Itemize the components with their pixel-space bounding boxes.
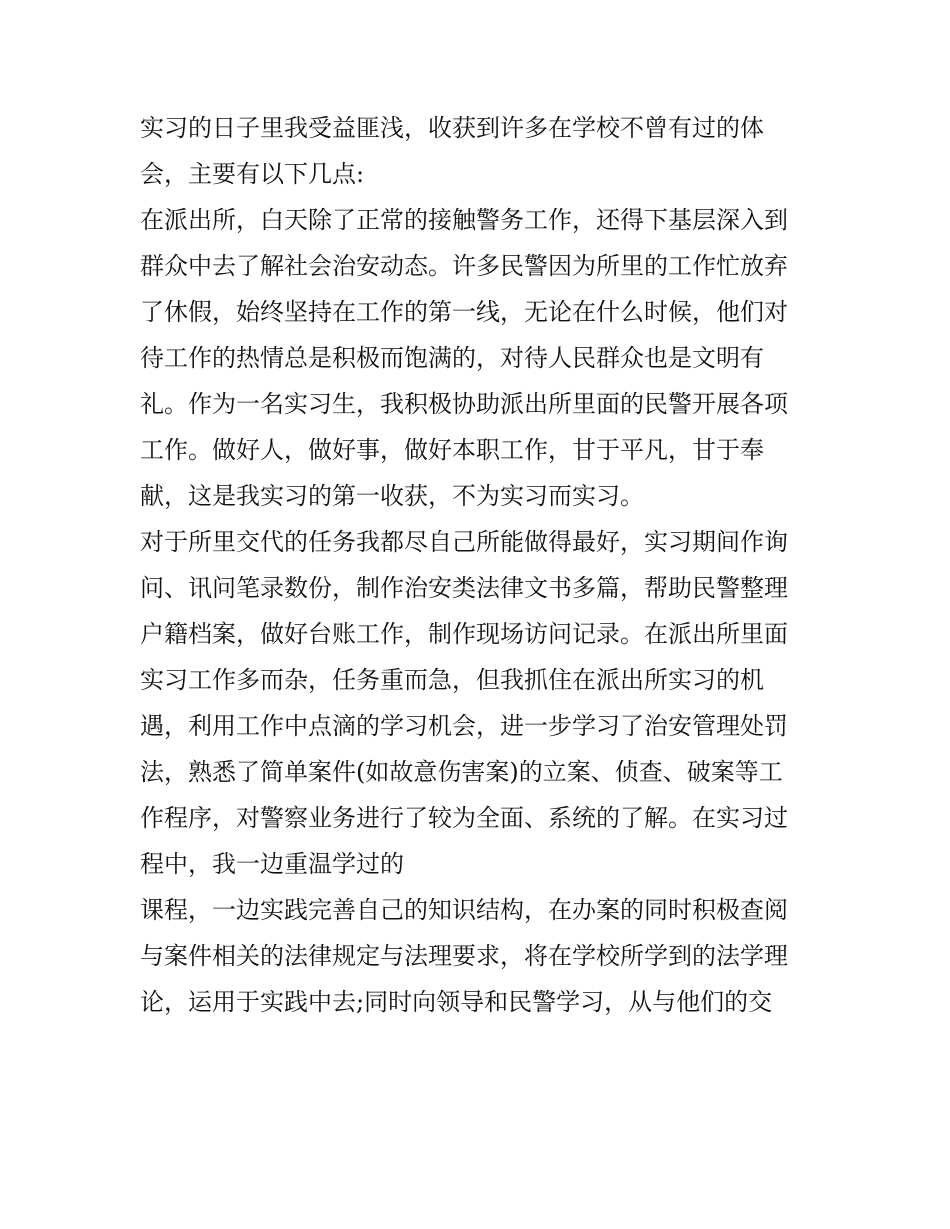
text-line: 献，这是我实习的第一收获，不为实习而实习。 <box>140 482 644 510</box>
text-line: 实习的日子里我受益匪浅，收获到许多在学校不曾有过的体 <box>140 114 764 142</box>
text-line: 课程，一边实践完善自己的知识结构，在办案的同时积极查阅 <box>140 896 788 924</box>
text-line: 遇，利用工作中点滴的学习机会，进一步学习了治安管理处罚 <box>140 712 788 740</box>
text-line: 论，运用于实践中去;同时向领导和民警学习，从与他们的交 <box>140 988 773 1016</box>
text-line: 在派出所，白天除了正常的接触警务工作，还得下基层深入到 <box>140 206 788 234</box>
text-line: 群众中去了解社会治安动态。许多民警因为所里的工作忙放弃 <box>140 252 788 280</box>
text-line: 户籍档案，做好台账工作，制作现场访问记录。在派出所里面 <box>140 620 788 648</box>
text-line: 作程序，对警察业务进行了较为全面、系统的了解。在实习过 <box>140 804 788 832</box>
text-line: 工作。做好人，做好事，做好本职工作，甘于平凡，甘于奉 <box>140 436 764 464</box>
text-line: 实习工作多而杂，任务重而急，但我抓住在派出所实习的机 <box>140 666 764 694</box>
text-line: 会，主要有以下几点: <box>140 160 365 188</box>
document-body <box>140 105 820 1025</box>
text-line: 对于所里交代的任务我都尽自己所能做得最好，实习期间作询 <box>140 528 788 556</box>
text-line: 待工作的热情总是积极而饱满的，对待人民群众也是文明有 <box>140 344 764 372</box>
text-line: 了休假，始终坚持在工作的第一线，无论在什么时候，他们对 <box>140 298 788 326</box>
text-line: 问、讯问笔录数份，制作治安类法律文书多篇，帮助民警整理 <box>140 574 788 602</box>
text-line: 礼。作为一名实习生，我积极协助派出所里面的民警开展各项 <box>140 390 788 418</box>
text-line: 程中，我一边重温学过的 <box>140 850 404 878</box>
text-line: 法，熟悉了简单案件(如故意伤害案)的立案、侦查、破案等工 <box>140 758 783 786</box>
text-line: 与案件相关的法律规定与法理要求，将在学校所学到的法学理 <box>140 942 788 970</box>
